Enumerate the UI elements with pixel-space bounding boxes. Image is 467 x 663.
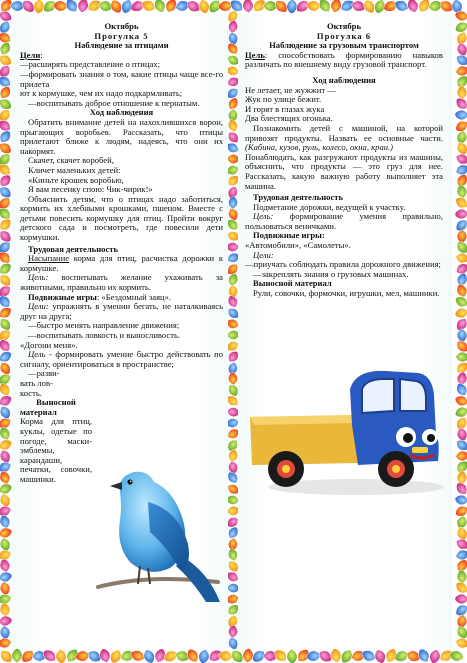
border-leaf: [454, 381, 467, 398]
left-labor-title: Трудовая деятельность: [28, 243, 119, 254]
right-games-goal-2: —закреплять знания о грузовых машинах.: [253, 268, 409, 279]
left-games-goal-3: —воспитывать ловкость и выносливость.: [28, 330, 181, 340]
border-leaf: [197, 0, 210, 15]
border-leaf: [457, 471, 467, 485]
border-leaf: [0, 469, 12, 485]
left-games-extra: «Догони меня».: [20, 339, 78, 350]
left-poem-line-2: Кличет маленьких детей:: [28, 164, 121, 175]
border-leaf: [455, 548, 467, 561]
left-games-goals-label: Цели:: [28, 301, 49, 312]
border-leaf: [454, 307, 467, 320]
border-leaf: [0, 581, 11, 596]
border-leaf: [456, 427, 467, 443]
left-goal-2b: ют к кормушке, чем их надо подкармливать;: [20, 88, 183, 99]
left-labor-underlined: Насыпание: [28, 253, 70, 264]
right-riddle-3: И горят в глазах жука: [245, 103, 325, 114]
right-course-text-2: Понаблюдать, как разгружают продукты из машины, объяснить, что продукты — это груз для нее. Рассказать, какую важную работу выполняет эта машина.: [245, 151, 443, 191]
left-poem-line-4: Я вам песенку спою: Чик-чирик!»: [28, 184, 153, 195]
border-leaf: [0, 536, 12, 552]
left-course-text-2: Объяснить детям, что о птицах надо заботиться, кормить их хлебными крошками, пшеном. Вместе с детьми повесить кормушку для птиц. Пройти вокруг детского сада и посмотреть, где повесили дети кормушки.: [20, 193, 223, 243]
left-goal-1: —расширять представление о птицах;: [20, 59, 160, 70]
left-game2-goal: - формировать умение быстро действовать по сигналу, ориентироваться в пространстве;: [20, 349, 223, 369]
right-riddle-1: Не летает, не жужжит —: [245, 84, 336, 95]
border-leaf: [0, 40, 13, 57]
left-game2-dev-1: —разви-: [28, 368, 60, 379]
border-leaf: [453, 294, 467, 309]
left-title: Наблюдение за птицами: [74, 40, 169, 51]
border-leaf: [453, 504, 467, 519]
left-game2-dev-2: вать лов-: [20, 377, 53, 388]
right-parts: (Кабина, кузов, руль, колесо, окна, кран.): [245, 142, 394, 153]
border-leaf: [286, 649, 297, 663]
border-leaf: [406, 0, 421, 14]
border-leaf: [454, 480, 467, 497]
left-poem-line-1: Скачет, скачет воробей,: [28, 155, 114, 166]
left-goal-2: —формировать знания о том, какие птицы чаще все-го прилета: [20, 68, 223, 89]
left-games-text: : «Бездомный заяц».: [96, 291, 172, 302]
border-leaf: [0, 549, 12, 562]
border-leaf: [228, 625, 238, 638]
border-leaf: [0, 602, 11, 617]
border-leaf: [0, 615, 13, 627]
border-leaf: [0, 625, 11, 640]
bluebird-image: [88, 462, 228, 607]
left-material-title-1: Выносной: [36, 397, 76, 408]
border-leaf: [457, 229, 467, 243]
border-leaf: [453, 118, 467, 134]
border-leaf: [228, 372, 239, 386]
border-leaf: [457, 328, 467, 342]
border-leaf: [0, 558, 11, 574]
border-leaf: [0, 637, 12, 648]
left-course-text: Обратить внимание детей на нахохлившихся ворон, прыгающих воробьев. Рассказать, что птицы прилетают ближе к людям, надеясь, что они их накормят.: [20, 116, 223, 156]
right-material-text: Рули, совочки, формочки, игрушки, мел, машинки.: [253, 288, 440, 299]
border-leaf: [12, 648, 23, 663]
right-labor-text: Подметание дорожки, ведущей к участку.: [253, 201, 406, 212]
left-goals-label: Цели: [20, 49, 41, 60]
border-leaf: [453, 195, 467, 211]
right-riddle-2: Жук по улице бежит.: [245, 94, 322, 105]
border-leaf: [329, 0, 342, 14]
left-games-goal-2: —быстро менять направление движения;: [28, 320, 180, 331]
left-material-title-2: материал: [20, 406, 57, 417]
right-labor-goal-label: Цель:: [253, 211, 274, 222]
border-leaf: [454, 494, 467, 506]
border-leaf: [455, 450, 467, 461]
border-leaf: [142, 648, 157, 663]
border-leaf: [152, 0, 167, 14]
border-leaf: [286, 0, 297, 14]
left-goal-3: —воспитывать доброе отношение к пернатым.: [28, 97, 200, 108]
toy-truck-image: [246, 365, 446, 500]
border-leaf: [242, 0, 253, 13]
left-poem-line-3: «Киньте крошек воробью,: [28, 174, 124, 185]
right-month: Октябрь: [326, 22, 361, 31]
right-games-label: Подвижные игры:: [253, 230, 325, 241]
left-labor-goal-label: Цель:: [28, 272, 49, 283]
border-leaf: [454, 109, 467, 120]
border-leaf: [0, 593, 12, 605]
right-course-text: Познакомить детей с машиной, на которой привозят продукты. Назвать ее основные части.: [245, 122, 443, 143]
left-labor-text: корма для птиц, расчистка дорожки к кормушке.: [20, 253, 223, 273]
right-course-title: Ход наблюдения: [312, 74, 376, 85]
right-title: Наблюдение за грузовым транспортом: [269, 40, 419, 51]
right-goal-label: Цель: [245, 49, 265, 60]
right-riddle-4: Два блестящих огонька.: [245, 113, 333, 124]
border-leaf: [455, 352, 467, 362]
left-goals-colon: :: [40, 49, 43, 60]
left-walk-number: Прогулка 5: [94, 30, 149, 41]
border-leaf: [454, 209, 467, 220]
left-course-title: Ход наблюдения: [89, 107, 154, 118]
border-leaf: [197, 648, 210, 663]
left-month: Октябрь: [104, 22, 139, 31]
left-game2-goal-label: Цель: [28, 349, 46, 360]
left-games-label: Подвижные игры: [28, 291, 97, 302]
right-material-title: Выносной материал: [253, 278, 332, 289]
border-leaf: [373, 648, 388, 663]
border-leaf: [55, 649, 67, 663]
right-walk-number: Прогулка 6: [316, 30, 372, 41]
left-labor-goal: воспитывать желание ухаживать за животными, правильно их кормить.: [20, 272, 223, 293]
right-games-text: «Автомобили», «Самолеты».: [245, 240, 351, 251]
border-leaf: [228, 285, 238, 298]
border-leaf: [453, 20, 467, 35]
border-leaf: [0, 514, 12, 530]
border-leaf: [456, 184, 467, 199]
border-leaf: [456, 569, 467, 584]
border-leaf: [455, 252, 467, 264]
right-games-goals-label: Цели:: [253, 249, 274, 260]
left-games-goal-1: упражнять в умении бегать, не наталкиваясь друг на друга;: [20, 301, 223, 321]
border-leaf: [263, 1, 277, 11]
border-leaf: [455, 594, 467, 604]
left-material-text: Корма для птиц, куклы, одетые по погоде, маски-эмблемы, карандаши, печатки, совочки, машинки.: [20, 416, 92, 484]
right-games-goal-1: —приучать соблюдать правила дорожного движения;: [245, 259, 441, 270]
border-leaf: [428, 648, 442, 663]
border-leaf: [242, 648, 253, 663]
left-game2-dev-3: кость.: [20, 387, 42, 398]
right-labor-title: Трудовая деятельность: [253, 192, 344, 203]
border-leaf: [454, 394, 467, 408]
border-leaf: [457, 86, 467, 100]
right-goal-text: : способствовать формированию навыков различать по внешнему виду грузовой транспорт.: [245, 49, 443, 70]
border-leaf: [33, 0, 44, 14]
border-leaf: [77, 0, 90, 14]
border-leaf: [228, 196, 237, 209]
right-labor-goal: формирование умения правильно, пользоваться веничками.: [245, 211, 443, 231]
right-column: [245, 22, 443, 642]
border-leaf: [455, 283, 467, 299]
border-leaf: [455, 65, 467, 77]
